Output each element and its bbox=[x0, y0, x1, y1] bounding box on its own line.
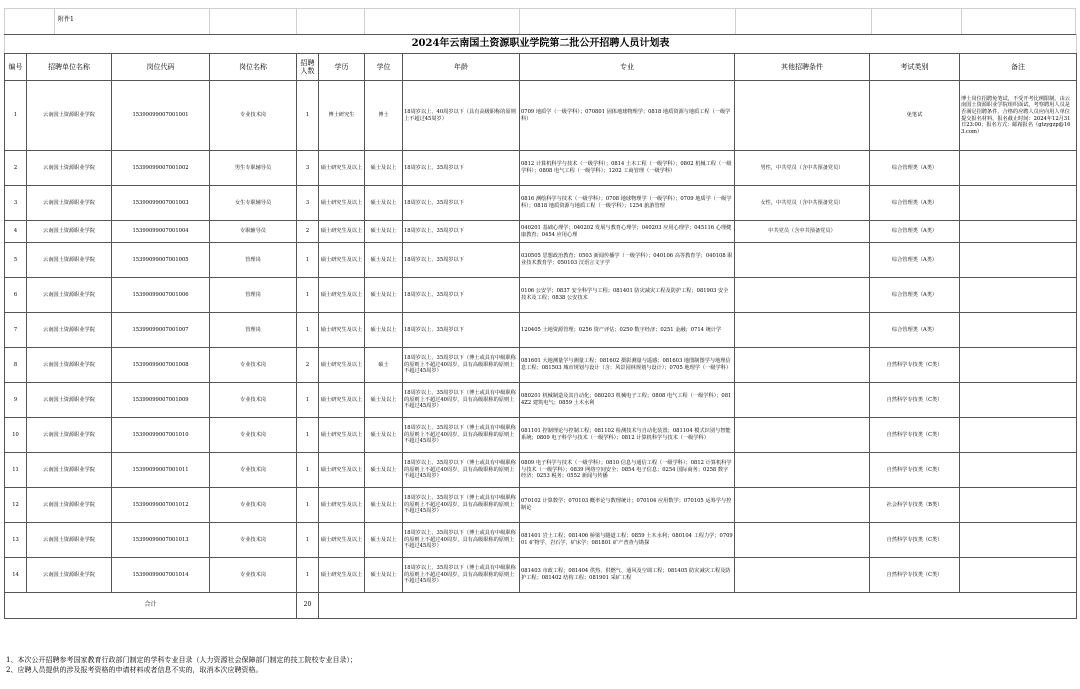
age-requirement-cell: 18周岁以上、40周岁以下（具有高级职称的原则上不超过45周岁） bbox=[403, 81, 520, 151]
row-number-cell: 8 bbox=[5, 348, 27, 383]
major-requirement-cell: 070102 计算数学；070103 概率论与数理统计；070104 应用数学；070105 运筹学与控制论 bbox=[520, 488, 735, 523]
header-major: 专业 bbox=[520, 54, 735, 81]
exam-category-cell: 综合管理类（A类） bbox=[870, 278, 960, 313]
education-cell: 硕士研究生及以上 bbox=[319, 558, 365, 593]
exam-category-cell: 社会科学专技类（B类） bbox=[870, 488, 960, 523]
other-conditions-cell bbox=[735, 348, 870, 383]
remarks-cell bbox=[960, 488, 1077, 523]
unit-name-cell: 云南国土资源职业学院 bbox=[27, 558, 112, 593]
remarks-cell bbox=[960, 313, 1077, 348]
post-code-cell: 15399099007001013 bbox=[112, 523, 210, 558]
remarks-cell: 博士岗位招聘免笔试，不受开考比例限制。由云南国土资源职业学院组织面试，考察聘用人员是否满足招聘条件、合格的应聘人员应向用人单位提交报名材料。报名截止时间：2024年12月31日23:00；报名方式：邮箱报名（gtzygzp@163.com） bbox=[960, 81, 1077, 151]
other-conditions-cell bbox=[735, 313, 870, 348]
exam-category-cell: 综合管理类（A类） bbox=[870, 313, 960, 348]
age-requirement-cell: 18周岁以上、35周岁以下（博士或具有中级职称的原则上不超过40周岁，具有高级职称的原则上不超过45周岁） bbox=[403, 453, 520, 488]
major-requirement-cell: 081401 岩土工程；081406 桥梁与隧道工程；0859 土木水利；080104 工程力学；070901 矿物学、岩石学、矿床学；081801 矿产普查与勘探 bbox=[520, 523, 735, 558]
remarks-cell bbox=[960, 151, 1077, 186]
remarks-cell bbox=[960, 278, 1077, 313]
row-number-cell: 10 bbox=[5, 418, 27, 453]
remarks-cell bbox=[960, 383, 1077, 418]
post-name-cell: 管理岗 bbox=[210, 278, 297, 313]
post-code-cell: 15399099007001007 bbox=[112, 313, 210, 348]
table-row bbox=[5, 558, 1077, 593]
hire-count-cell: 3 bbox=[297, 186, 319, 221]
unit-name-cell: 云南国土资源职业学院 bbox=[27, 313, 112, 348]
header-other: 其他招聘条件 bbox=[735, 54, 870, 81]
header-no: 编号 bbox=[5, 54, 27, 81]
hire-count-cell: 1 bbox=[297, 523, 319, 558]
table-row bbox=[5, 383, 1077, 418]
post-code-cell: 15399099007001014 bbox=[112, 558, 210, 593]
education-cell: 博士研究生 bbox=[319, 81, 365, 151]
table-row bbox=[5, 453, 1077, 488]
header-num: 招聘人数 bbox=[297, 54, 319, 81]
exam-category-cell: 综合管理类（A类） bbox=[870, 186, 960, 221]
exam-category-cell: 自然科学专技类（C类） bbox=[870, 348, 960, 383]
post-name-cell: 专业技术岗 bbox=[210, 383, 297, 418]
table-row bbox=[5, 523, 1077, 558]
remarks-cell bbox=[960, 523, 1077, 558]
row-number-cell: 12 bbox=[5, 488, 27, 523]
row-number-cell: 2 bbox=[5, 151, 27, 186]
other-conditions-cell: 中共党员（含中共预备党员） bbox=[735, 221, 870, 243]
education-cell: 硕士研究生及以上 bbox=[319, 348, 365, 383]
education-cell: 硕士研究生及以上 bbox=[319, 221, 365, 243]
degree-cell: 硕士及以上 bbox=[365, 221, 403, 243]
post-code-cell: 15399099007001002 bbox=[112, 151, 210, 186]
table-row bbox=[5, 81, 1077, 151]
age-requirement-cell: 18周岁以上、35周岁以下（博士或具有中级职称的原则上不超过40周岁，具有高级职称的原则上不超过45周岁） bbox=[403, 488, 520, 523]
unit-name-cell: 云南国土资源职业学院 bbox=[27, 243, 112, 278]
remarks-cell bbox=[960, 558, 1077, 593]
degree-cell: 硕士及以上 bbox=[365, 313, 403, 348]
header-degree: 学位 bbox=[365, 54, 403, 81]
exam-category-cell: 免笔试 bbox=[870, 81, 960, 151]
education-cell: 硕士研究生及以上 bbox=[319, 488, 365, 523]
exam-category-cell: 自然科学专技类（C类） bbox=[870, 383, 960, 418]
footnotes bbox=[6, 655, 357, 675]
age-requirement-cell: 18周岁以上、35周岁以下（博士或具有中级职称的原则上不超过40周岁，具有高级职称的原则上不超过45周岁） bbox=[403, 348, 520, 383]
row-number-cell: 5 bbox=[5, 243, 27, 278]
age-requirement-cell: 18周岁以上、35周岁以下（博士或具有中级职称的原则上不超过40周岁，具有高级职称的原则上不超过45周岁） bbox=[403, 523, 520, 558]
sheet-grid-top bbox=[4, 8, 1076, 35]
hire-count-cell: 1 bbox=[297, 243, 319, 278]
row-number-cell: 1 bbox=[5, 81, 27, 151]
remarks-cell bbox=[960, 453, 1077, 488]
title-row bbox=[5, 35, 1077, 54]
table-row bbox=[5, 418, 1077, 453]
post-code-cell: 15399099007001011 bbox=[112, 453, 210, 488]
footnote-1: 1、本次公开招聘参考国家教育行政部门制定的学科专业目录（人力资源社会保障部门制定的技工院校专业目录）； bbox=[6, 656, 357, 664]
education-cell: 硕士研究生及以上 bbox=[319, 243, 365, 278]
row-number-cell: 4 bbox=[5, 221, 27, 243]
exam-category-cell: 自然科学专技类（C类） bbox=[870, 523, 960, 558]
unit-name-cell: 云南国土资源职业学院 bbox=[27, 221, 112, 243]
other-conditions-cell bbox=[735, 243, 870, 278]
unit-name-cell: 云南国土资源职业学院 bbox=[27, 348, 112, 383]
other-conditions-cell bbox=[735, 488, 870, 523]
degree-cell: 硕士及以上 bbox=[365, 488, 403, 523]
hire-count-cell: 2 bbox=[297, 221, 319, 243]
education-cell: 硕士研究生及以上 bbox=[319, 418, 365, 453]
header-exam: 考试类别 bbox=[870, 54, 960, 81]
table-row bbox=[5, 186, 1077, 221]
other-conditions-cell bbox=[735, 558, 870, 593]
major-requirement-cell: 0816 测绘科学与技术（一级学科）；0708 地球物理学（一级学科）；0709 地质学（一级学科）；0818 地质资源与地质工程（一级学科）；1254 旅游管理 bbox=[520, 186, 735, 221]
degree-cell: 硕士及以上 bbox=[365, 418, 403, 453]
unit-name-cell: 云南国土资源职业学院 bbox=[27, 523, 112, 558]
post-code-cell: 15399099007001008 bbox=[112, 348, 210, 383]
hire-count-cell: 1 bbox=[297, 313, 319, 348]
table-row bbox=[5, 243, 1077, 278]
post-code-cell: 15399099007001006 bbox=[112, 278, 210, 313]
total-value: 20 bbox=[297, 593, 319, 619]
post-code-cell: 15399099007001010 bbox=[112, 418, 210, 453]
age-requirement-cell: 18周岁以上、35周岁以下（博士或具有中级职称的原则上不超过40周岁，具有高级职称的原则上不超过45周岁） bbox=[403, 418, 520, 453]
age-requirement-cell: 18周岁以上、35周岁以下 bbox=[403, 151, 520, 186]
other-conditions-cell bbox=[735, 523, 870, 558]
unit-name-cell: 云南国土资源职业学院 bbox=[27, 383, 112, 418]
post-name-cell: 专业技术岗 bbox=[210, 81, 297, 151]
degree-cell: 硕士及以上 bbox=[365, 278, 403, 313]
age-requirement-cell: 18周岁以上、35周岁以下 bbox=[403, 278, 520, 313]
post-code-cell: 15399099007001004 bbox=[112, 221, 210, 243]
unit-name-cell: 云南国土资源职业学院 bbox=[27, 186, 112, 221]
header-edu: 学历 bbox=[319, 54, 365, 81]
post-code-cell: 15399099007001005 bbox=[112, 243, 210, 278]
hire-count-cell: 1 bbox=[297, 81, 319, 151]
education-cell: 硕士研究生及以上 bbox=[319, 186, 365, 221]
other-conditions-cell: 女性，中共党员（含中共预备党员） bbox=[735, 186, 870, 221]
degree-cell: 硕士及以上 bbox=[365, 558, 403, 593]
header-remark: 备注 bbox=[960, 54, 1077, 81]
age-requirement-cell: 18周岁以上、35周岁以下 bbox=[403, 221, 520, 243]
degree-cell: 硕士及以上 bbox=[365, 523, 403, 558]
unit-name-cell: 云南国土资源职业学院 bbox=[27, 418, 112, 453]
unit-name-cell: 云南国土资源职业学院 bbox=[27, 278, 112, 313]
table-row bbox=[5, 348, 1077, 383]
table-row bbox=[5, 278, 1077, 313]
table-row bbox=[5, 151, 1077, 186]
table-row bbox=[5, 488, 1077, 523]
degree-cell: 硕士及以上 bbox=[365, 453, 403, 488]
other-conditions-cell: 男性，中共党员（含中共预备党员） bbox=[735, 151, 870, 186]
major-requirement-cell: 080201 机械制造及其自动化；080203 机械电子工程；0808 电气工程（一级学科）；0814Z2 建筑电气；0859 土木水利 bbox=[520, 383, 735, 418]
hire-count-cell: 2 bbox=[297, 348, 319, 383]
education-cell: 硕士研究生及以上 bbox=[319, 383, 365, 418]
major-requirement-cell: 0106 公安学；0837 安全科学与工程；081401 防灾减灾工程及防护工程；081903 安全技术及工程；0838 公安技术 bbox=[520, 278, 735, 313]
table-title: 2024年云南国土资源职业学院第二批公开招聘人员计划表 bbox=[5, 35, 1077, 54]
major-requirement-cell: 081403 市政工程；081404 供热、供燃气、通风及空调工程；081405 防灾减灾工程及防护工程；081402 结构工程；081901 采矿工程 bbox=[520, 558, 735, 593]
age-requirement-cell: 18周岁以上、35周岁以下（博士或具有中级职称的原则上不超过40周岁，具有高级职称的原则上不超过45周岁） bbox=[403, 558, 520, 593]
other-conditions-cell bbox=[735, 278, 870, 313]
degree-cell: 硕士 bbox=[365, 348, 403, 383]
major-requirement-cell: 120405 土地资源管理；0256 资产评估；0250 数字经济；0251 金融；0714 统计学 bbox=[520, 313, 735, 348]
total-label: 合计 bbox=[5, 593, 297, 619]
education-cell: 硕士研究生及以上 bbox=[319, 151, 365, 186]
row-number-cell: 14 bbox=[5, 558, 27, 593]
header-age: 年龄 bbox=[403, 54, 520, 81]
post-code-cell: 15399099007001001 bbox=[112, 81, 210, 151]
other-conditions-cell bbox=[735, 418, 870, 453]
degree-cell: 硕士及以上 bbox=[365, 383, 403, 418]
post-name-cell: 专业技术岗 bbox=[210, 418, 297, 453]
unit-name-cell: 云南国土资源职业学院 bbox=[27, 453, 112, 488]
post-name-cell: 管理岗 bbox=[210, 243, 297, 278]
post-code-cell: 15399099007001012 bbox=[112, 488, 210, 523]
row-number-cell: 11 bbox=[5, 453, 27, 488]
remarks-cell bbox=[960, 418, 1077, 453]
degree-cell: 博士 bbox=[365, 81, 403, 151]
remarks-cell bbox=[960, 221, 1077, 243]
post-code-cell: 15399099007001003 bbox=[112, 186, 210, 221]
unit-name-cell: 云南国土资源职业学院 bbox=[27, 81, 112, 151]
row-number-cell: 7 bbox=[5, 313, 27, 348]
post-name-cell: 专职辅导员 bbox=[210, 221, 297, 243]
age-requirement-cell: 18周岁以上、35周岁以下 bbox=[403, 243, 520, 278]
total-empty bbox=[319, 593, 1077, 619]
major-requirement-cell: 0709 地质学（一级学科）；070801 固体地球物理学；0818 地质资源与地质工程（一级学科） bbox=[520, 81, 735, 151]
post-name-cell: 专业技术岗 bbox=[210, 523, 297, 558]
post-name-cell: 男生专职辅导员 bbox=[210, 151, 297, 186]
age-requirement-cell: 18周岁以上、35周岁以下 bbox=[403, 313, 520, 348]
row-number-cell: 9 bbox=[5, 383, 27, 418]
hire-count-cell: 1 bbox=[297, 418, 319, 453]
unit-name-cell: 云南国土资源职业学院 bbox=[27, 488, 112, 523]
post-name-cell: 专业技术岗 bbox=[210, 558, 297, 593]
education-cell: 硕士研究生及以上 bbox=[319, 313, 365, 348]
table-row bbox=[5, 221, 1077, 243]
major-requirement-cell: 0812 计算机科学与技术（一级学科）；0814 土木工程（一级学科）；0802 机械工程（一级学科）；0808 电气工程（一级学科）；1202 工商管理（一级学科） bbox=[520, 151, 735, 186]
education-cell: 硕士研究生及以上 bbox=[319, 278, 365, 313]
exam-category-cell: 自然科学专技类（C类） bbox=[870, 453, 960, 488]
major-requirement-cell: 081101 控制理论与控制工程；081102 检测技术与自动化装置；081104 模式识别与智能系统；0809 电子科学与技术（一级学科）；0812 计算机科学与技术（一级学科） bbox=[520, 418, 735, 453]
recruitment-plan-table bbox=[4, 34, 1077, 619]
major-requirement-cell: 0809 电子科学与技术（一级学科）；0810 信息与通信工程（一级学科）；0812 计算机科学与技术（一级学科）；0839 网络空间安全；0854 电子信息；0254 国际商务；0258 数字经济；0253 税务；0552 新闻与传播 bbox=[520, 453, 735, 488]
major-requirement-cell: 040201 基础心理学；040202 发展与教育心理学；040203 应用心理学；045116 心理健康教育；0454 应用心理 bbox=[520, 221, 735, 243]
post-name-cell: 女生专职辅导员 bbox=[210, 186, 297, 221]
header-post: 岗位名称 bbox=[210, 54, 297, 81]
unit-name-cell: 云南国土资源职业学院 bbox=[27, 151, 112, 186]
degree-cell: 硕士及以上 bbox=[365, 151, 403, 186]
table-row bbox=[5, 313, 1077, 348]
post-name-cell: 专业技术岗 bbox=[210, 453, 297, 488]
hire-count-cell: 1 bbox=[297, 383, 319, 418]
hire-count-cell: 1 bbox=[297, 453, 319, 488]
total-row bbox=[5, 593, 1077, 619]
hire-count-cell: 1 bbox=[297, 278, 319, 313]
education-cell: 硕士研究生及以上 bbox=[319, 523, 365, 558]
post-name-cell: 管理岗 bbox=[210, 313, 297, 348]
exam-category-cell: 自然科学专技类（C类） bbox=[870, 558, 960, 593]
post-code-cell: 15399099007001009 bbox=[112, 383, 210, 418]
footnote-2: 2、应聘人员提供的涉及报考资格的申请材料或者信息不实的，取消本次应聘资格。 bbox=[6, 666, 263, 674]
degree-cell: 硕士及以上 bbox=[365, 243, 403, 278]
exam-category-cell: 综合管理类（A类） bbox=[870, 243, 960, 278]
header-unit: 招聘单位名称 bbox=[27, 54, 112, 81]
remarks-cell bbox=[960, 348, 1077, 383]
remarks-cell bbox=[960, 186, 1077, 221]
age-requirement-cell: 18周岁以上、35周岁以下（博士或具有中级职称的原则上不超过40周岁，具有高级职称的原则上不超过45周岁） bbox=[403, 383, 520, 418]
other-conditions-cell bbox=[735, 383, 870, 418]
header-row bbox=[5, 54, 1077, 81]
hire-count-cell: 1 bbox=[297, 488, 319, 523]
major-requirement-cell: 081601 大地测量学与测量工程；081602 摄影测量与遥感；081603 地图制图学与地理信息工程；081503 城市规划与设计（含：风景园林规划与设计）；0705 地理学（一级学科） bbox=[520, 348, 735, 383]
row-number-cell: 13 bbox=[5, 523, 27, 558]
row-number-cell: 3 bbox=[5, 186, 27, 221]
age-requirement-cell: 18周岁以上、35周岁以下 bbox=[403, 186, 520, 221]
post-name-cell: 专业技术岗 bbox=[210, 488, 297, 523]
other-conditions-cell bbox=[735, 453, 870, 488]
remarks-cell bbox=[960, 243, 1077, 278]
exam-category-cell: 综合管理类（A类） bbox=[870, 221, 960, 243]
hire-count-cell: 1 bbox=[297, 558, 319, 593]
exam-category-cell: 自然科学专技类（C类） bbox=[870, 418, 960, 453]
education-cell: 硕士研究生及以上 bbox=[319, 453, 365, 488]
header-code: 岗位代码 bbox=[112, 54, 210, 81]
post-name-cell: 专业技术岗 bbox=[210, 348, 297, 383]
other-conditions-cell bbox=[735, 81, 870, 151]
major-requirement-cell: 030505 思想政治教育；0503 新闻传播学（一级学科）；040106 高等教育学；040108 职业技术教育学；050103 汉语言文字学 bbox=[520, 243, 735, 278]
exam-category-cell: 综合管理类（A类） bbox=[870, 151, 960, 186]
degree-cell: 硕士及以上 bbox=[365, 186, 403, 221]
hire-count-cell: 3 bbox=[297, 151, 319, 186]
row-number-cell: 6 bbox=[5, 278, 27, 313]
attachment-label: 附件1 bbox=[58, 16, 74, 23]
